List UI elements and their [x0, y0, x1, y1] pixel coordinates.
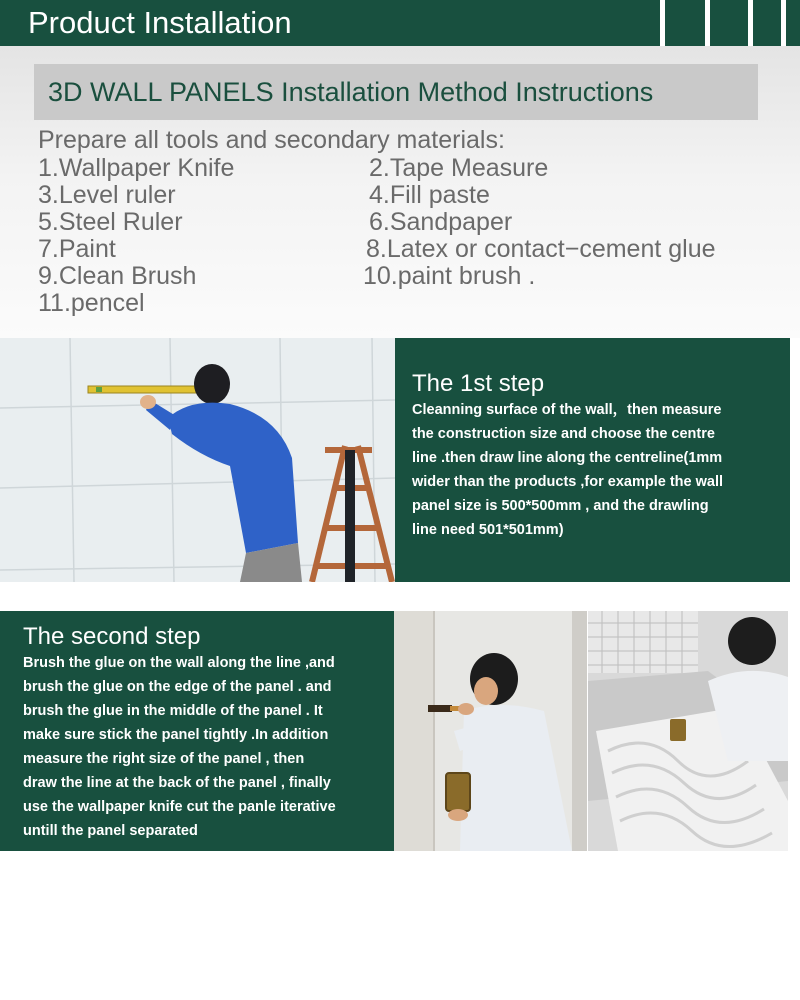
- tool-item: 1.Wallpaper Knife: [38, 154, 235, 182]
- worker-brushing-glue-photo: [394, 611, 587, 851]
- tool-item: 2.Tape Measure: [369, 154, 549, 182]
- header-stripe: [748, 0, 753, 46]
- worker-applying-glue-to-panel-illustration: [588, 611, 788, 851]
- tool-item: 5.Steel Ruler: [38, 208, 183, 236]
- tool-item: 3.Level ruler: [38, 181, 176, 209]
- step-2-line: untill the panel separated: [23, 823, 198, 839]
- header-stripe: [781, 0, 786, 46]
- step-1-panel: [395, 338, 790, 582]
- worker-applying-glue-to-panel-photo: [588, 611, 788, 851]
- header-bar: [0, 0, 800, 46]
- step-1-line: line .then draw line along the centreline(1mm: [412, 450, 723, 466]
- step-2-line: brush the glue in the middle of the panel . It: [23, 703, 323, 719]
- step-2-line: brush the glue on the edge of the panel . and: [23, 679, 332, 695]
- header-stripe: [660, 0, 665, 46]
- tools-heading: Prepare all tools and secondary materials:: [38, 126, 505, 154]
- step-2-line: draw the line at the back of the panel , finally: [23, 775, 331, 791]
- tool-item: 4.Fill paste: [369, 181, 490, 209]
- step-1-line: line need 501*501mm): [412, 522, 564, 538]
- tool-item: 10.paint brush .: [363, 262, 536, 290]
- header-stripe: [705, 0, 710, 46]
- step-1-line: panel size is 500*500mm , and the drawling: [412, 498, 709, 514]
- worker-leveling-wall-illustration: [0, 338, 395, 582]
- step-1-section: [0, 338, 800, 582]
- tool-item: 8.Latex or contact−cement glue: [366, 235, 716, 263]
- step-1-line: the construction size and choose the centre: [412, 426, 715, 442]
- step-2-line: make sure stick the panel tightly .In addition: [23, 727, 329, 743]
- tools-section: [0, 46, 800, 338]
- worker-brushing-glue-illustration: [394, 611, 587, 851]
- step-2-panel: [0, 611, 394, 851]
- subtitle-bar: [34, 64, 758, 120]
- subtitle: 3D WALL PANELS Installation Method Instructions: [48, 77, 654, 107]
- step-2-line: measure the right size of the panel , then: [23, 751, 305, 767]
- worker-leveling-wall-photo: [0, 338, 395, 582]
- step-1-line: Cleanning surface of the wall，then measure: [412, 402, 722, 418]
- step-2-description: [23, 651, 389, 843]
- step-2-line: Brush the glue on the wall along the line ,and: [23, 655, 335, 671]
- step-1-description: [412, 398, 784, 542]
- step-2-section: [0, 611, 800, 851]
- tool-item: 9.Clean Brush: [38, 262, 197, 290]
- tool-item: 7.Paint: [38, 235, 116, 263]
- step-2-title: The second step: [23, 623, 201, 650]
- page-title: Product Installation: [28, 5, 292, 40]
- step-1-title: The 1st step: [412, 370, 545, 397]
- step-1-line: wider than the products ,for example the wall: [412, 474, 723, 490]
- tool-item: 11.pencel: [38, 289, 145, 317]
- tool-item: 6.Sandpaper: [369, 208, 513, 236]
- step-2-line: use the wallpaper knife cut the panle iterative: [23, 799, 336, 815]
